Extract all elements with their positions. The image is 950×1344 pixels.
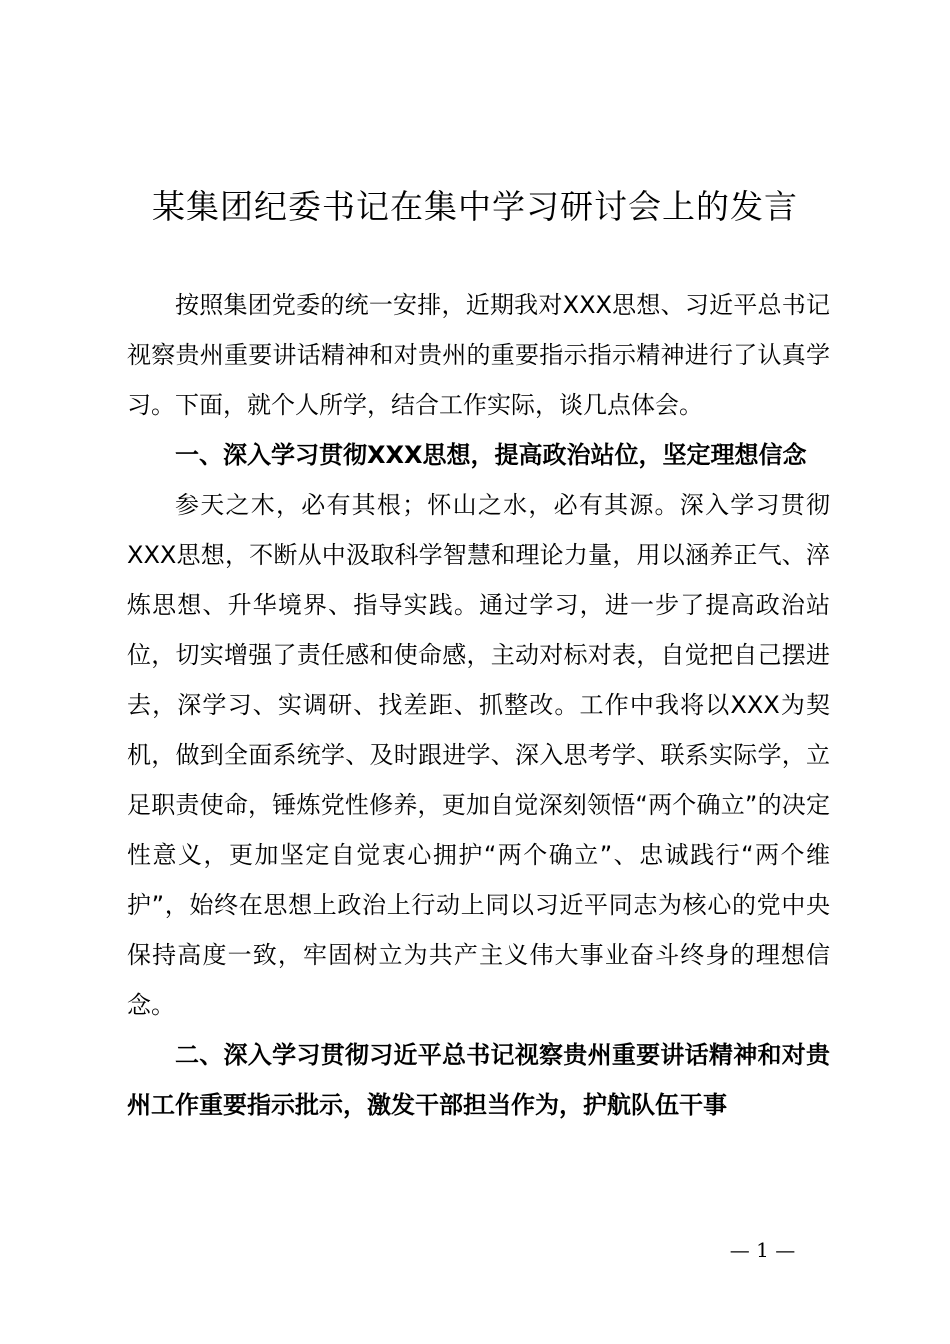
document-body [127,280,830,1130]
page-number: — 1 — [729,1238,796,1262]
document-title: 某集团纪委书记在集中学习研讨会上的发言 [152,187,798,226]
intro-paragraph: 按照集团党委的统一安排，近期我对XXX思想、习近平总书记视察贵州重要讲话精神和对贵州的重要指示指示精神进行了认真学习。下面，就个人所学，结合工作实际，谈几点体会。 [127,291,830,419]
section-1-paragraph: 参天之木，必有其根；怀山之水，必有其源。深入学习贯彻XXX思想，不断从中汲取科学智慧和理论力量，用以涵养正气、淬炼思想、升华境界、指导实践。通过学习，进一步了提高政治站位，切实增强了责任感和使命感，主动对标对表，自觉把自己摆进去，深学习、实调研、找差距、抓整改。工作中我将以XXX为契机，做到全面系统学、及时跟进学、深入思考学、联系实际学，立足职责使命，锤炼党性修养，更加自觉深刻领悟“两个确立”的决定性意义，更加坚定自觉衷心拥护“两个确立”、忠诚践行“两个维护”，始终在思想上政治上行动上同以习近平同志为核心的党中央保持高度一致，牢固树立为共产主义伟大事业奋斗终身的理想信念。 [127,491,830,1019]
section-heading-1: 一、深入学习贯彻XXX思想，提高政治站位，坚定理想信念 [175,441,807,469]
section-heading-2: 二、深入学习贯彻习近平总书记视察贵州重要讲话精神和对贵州工作重要指示批示，激发干部担当作为，护航队伍干事 [127,1041,830,1119]
